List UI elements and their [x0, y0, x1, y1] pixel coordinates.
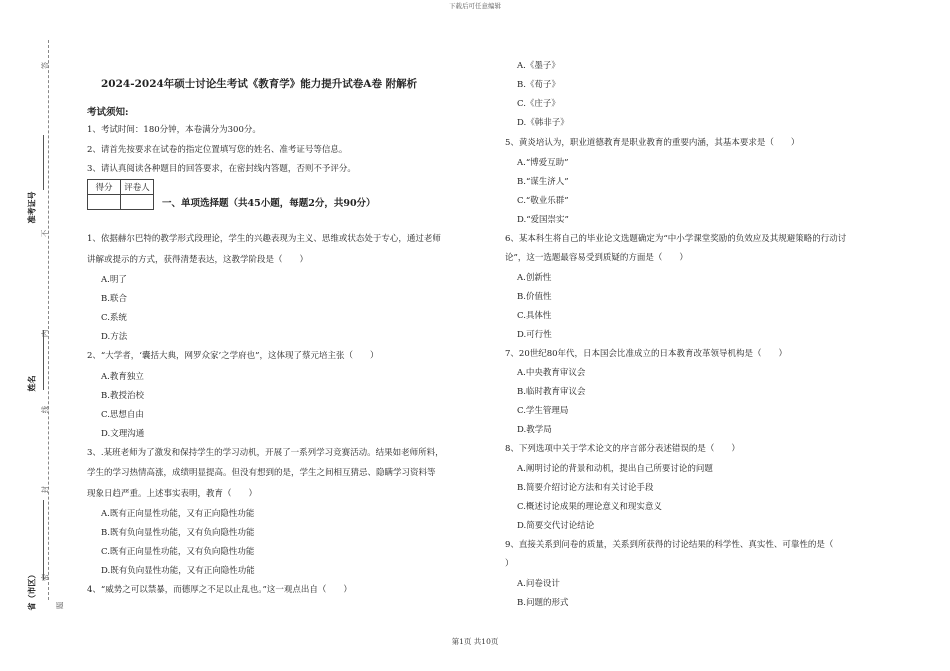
- answer-option: B.简要介绍讨论方法和有关讨论手段: [517, 482, 654, 493]
- question-text: 3、.某班老师为了激发和保持学生的学习动机，开展了一系列学习竞赛活动。结果如老师所料，: [87, 447, 444, 458]
- question-text: 8、下列选项中关于学术论文的序言部分表述错误的是（ ）: [505, 444, 740, 454]
- answer-option: B.教授治校: [101, 390, 144, 401]
- answer-option: B.“谋生济人”: [517, 176, 569, 187]
- answer-option: A.阐明讨论的背景和动机，提出自己所要讨论的问题: [517, 463, 713, 474]
- label-province: 省（市区）: [26, 570, 37, 611]
- answer-option: A.《墨子》: [517, 61, 560, 71]
- question-text: 现象日趋严重。上述事实表明，教育（ ）: [87, 488, 258, 499]
- question-text: ）: [505, 559, 514, 569]
- binding-word: 不: [40, 229, 50, 238]
- page-footer: 第1页 共10页: [451, 637, 499, 646]
- answer-option: D.简要交代讨论结论: [517, 520, 595, 531]
- label-name: 姓名: [26, 375, 37, 392]
- field-line: [43, 135, 44, 190]
- note-item: 3、请认真阅读各种题目的回答要求，在密封线内答题，否则不予评分。: [87, 164, 356, 174]
- grader-header: 评卷人: [121, 180, 154, 195]
- question-text: 1、依据赫尔巴特的教学形式段理论，学生的兴趣表现为主义、思维或状态处于专心，通过老师: [87, 234, 441, 244]
- notes-list: [87, 124, 356, 183]
- binding-word: 答: [40, 61, 50, 70]
- answer-option: D.文理沟通: [101, 428, 145, 439]
- question-text: 2、“大学者，‘囊括大典，网罗众家’之学府也”，这体现了蔡元培主张（ ）: [87, 351, 379, 361]
- answer-option: D.既有负向显性功能，又有正向隐性功能: [101, 566, 255, 576]
- answer-option: B.价值性: [517, 291, 552, 302]
- answer-option: C.概述讨论成果的理论意义和现实意义: [517, 501, 662, 512]
- binding-dash-line: [48, 40, 49, 600]
- note-item: 2、请首先按要求在试卷的指定位置填写您的姓名、准考证号等信息。: [87, 144, 348, 155]
- binding-word: 内: [40, 329, 50, 338]
- answer-option: C.学生管理局: [517, 406, 569, 416]
- answer-option: A.既有正向显性功能，又有正向隐性功能: [101, 509, 255, 519]
- field-line: [43, 500, 44, 580]
- answer-option: A.问卷设计: [517, 578, 560, 589]
- answer-option: D.教学局: [517, 425, 552, 435]
- answer-option: D.可行性: [517, 329, 552, 340]
- question-text: 学生的学习热情高涨，成绩明显提高。但没有想到的是，学生之间相互猜忌、隐瞒学习资料等: [87, 468, 436, 478]
- field-line: [43, 330, 44, 390]
- answer-option: B.《荀子》: [517, 80, 560, 90]
- score-table: [87, 179, 154, 210]
- answer-option: C.《庄子》: [517, 99, 560, 109]
- binding-word: 封: [40, 485, 50, 494]
- answer-option: C.具体性: [517, 310, 552, 321]
- answer-option: C.思想自由: [101, 409, 144, 420]
- question-text: 4、“威势之可以禁暴，而德厚之不足以止乱也。”这一观点出自（ ）: [87, 585, 352, 595]
- question-text: 9、直接关系到问卷的质量，关系到所获得的讨论结果的科学性、真实性、可靠性的是（: [505, 539, 834, 550]
- question-text: 7、20世纪80年代，日本国会比准成立的日本教育改革领导机构是（ ）: [505, 348, 788, 359]
- answer-option: A.“博爱互助”: [517, 157, 569, 168]
- answer-option: C.既有正向显性功能，又有负向隐性功能: [101, 547, 255, 557]
- answer-option: B.问题的形式: [517, 597, 569, 608]
- notes-heading: 考试须知:: [87, 107, 129, 118]
- answer-option: D.《韩非子》: [517, 118, 569, 128]
- answer-option: B.临时教育审议会: [517, 387, 586, 397]
- note-item: 1、考试时间：180分钟，本卷满分为300分。: [87, 125, 261, 135]
- label-exam-number: 准考证号: [26, 191, 37, 224]
- answer-option: A.教育独立: [101, 371, 144, 382]
- question-text: 论”，这一选题最容易受到质疑的方面是（ ）: [505, 253, 688, 263]
- answer-option: A.明了: [101, 275, 127, 285]
- binding-word: 线: [40, 405, 50, 414]
- grader-cell[interactable]: [121, 195, 154, 210]
- top-note: 下载后可任意编辑: [449, 2, 501, 10]
- answer-option: C.系统: [101, 313, 127, 323]
- question-text: 讲解或提示的方式，获得清楚表达，这教学阶段是（ ）: [87, 254, 309, 265]
- answer-option: A.创新性: [517, 272, 552, 283]
- question-text: 6、某本科生将自己的毕业论文选题确定为“中小学课堂奖励的负效应及其规避策略的行动讨: [505, 233, 847, 244]
- binding-word: 题: [55, 601, 65, 610]
- answer-option: B.既有负向显性功能，又有负向隐性功能: [101, 528, 255, 538]
- answer-option: A.中央教育审议会: [517, 368, 586, 378]
- question-text: 5、黄炎培认为，职业道德教育是职业教育的重要内涵，其基本要求是（ ）: [505, 138, 800, 148]
- answer-option: D.“爱国崇实”: [517, 214, 569, 225]
- answer-option: B.联合: [101, 294, 127, 304]
- page-title: 2024-2024年硕士讨论生考试《教育学》能力提升试卷A卷 附解析: [101, 78, 418, 90]
- answer-option: D.方法: [101, 332, 128, 342]
- section-title: 一、单项选择题（共45小题，每题2分，共90分）: [162, 198, 376, 209]
- answer-option: C.“敬业乐群”: [517, 195, 569, 206]
- score-cell[interactable]: [88, 195, 121, 210]
- binding-word: 密: [40, 573, 50, 582]
- score-header: 得分: [88, 180, 121, 195]
